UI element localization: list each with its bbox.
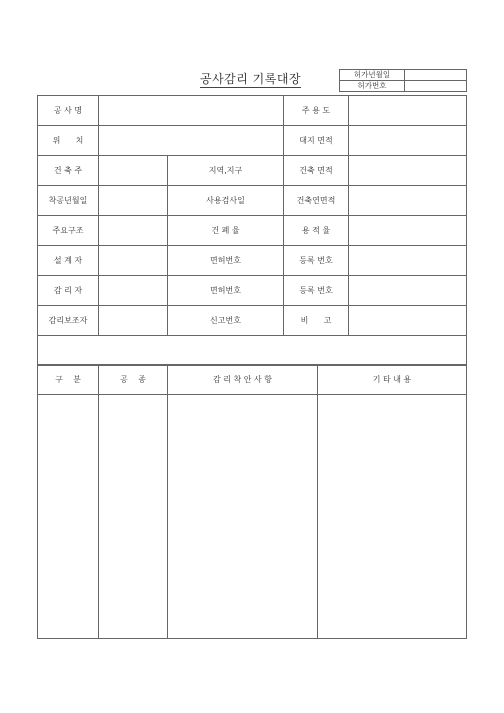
- value-remarks[interactable]: [349, 306, 467, 336]
- label-report-number: 신고번호: [168, 306, 284, 336]
- cell-category[interactable]: [38, 395, 99, 639]
- project-info-table: [37, 95, 467, 366]
- value-floor-area-ratio[interactable]: [349, 216, 467, 246]
- table-row: [38, 395, 467, 639]
- cell-work-type[interactable]: [99, 395, 168, 639]
- label-designer-registration: 등록 번호: [284, 246, 349, 276]
- value-owner[interactable]: [99, 156, 168, 186]
- label-building-area: 건축 면적: [284, 156, 349, 186]
- value-designer[interactable]: [99, 246, 168, 276]
- blank-row[interactable]: [38, 336, 467, 366]
- label-owner: 건 축 주: [38, 156, 99, 186]
- value-main-use[interactable]: [349, 96, 467, 126]
- permit-info-table: [339, 69, 467, 92]
- label-floor-area-ratio: 용 적 율: [284, 216, 349, 246]
- value-project-name[interactable]: [99, 96, 284, 126]
- header-work-type: 공 종: [99, 365, 168, 395]
- value-designer-registration[interactable]: [349, 246, 467, 276]
- permit-number-value[interactable]: [405, 81, 467, 92]
- table-row: [38, 96, 467, 126]
- label-designer: 설 계 자: [38, 246, 99, 276]
- label-supervisor: 감 리 자: [38, 276, 99, 306]
- header-inspection-points: 감 리 착 안 사 항: [168, 365, 318, 395]
- inspection-log-table: [37, 364, 467, 639]
- value-supervisor-registration[interactable]: [349, 276, 467, 306]
- permit-date-label: 허가년월일: [340, 70, 405, 81]
- label-supervisor-license: 면허번호: [168, 276, 284, 306]
- value-assistant-supervisor[interactable]: [99, 306, 168, 336]
- header-other-notes: 기 타 내 용: [318, 365, 467, 395]
- table-row: [38, 365, 467, 395]
- table-row: [38, 306, 467, 336]
- label-coverage-ratio: 건 폐 율: [168, 216, 284, 246]
- table-row: [38, 126, 467, 156]
- value-main-structure[interactable]: [99, 216, 168, 246]
- table-row: [38, 156, 467, 186]
- label-main-structure: 주요구조: [38, 216, 99, 246]
- label-zone: 지역,지구: [168, 156, 284, 186]
- header-category: 구 분: [38, 365, 99, 395]
- label-location: 위 치: [38, 126, 99, 156]
- table-row: [38, 216, 467, 246]
- label-assistant-supervisor: 감리보조자: [38, 306, 99, 336]
- table-row: [38, 336, 467, 366]
- label-inspection-date: 사용검사일: [168, 186, 284, 216]
- label-designer-license: 면허번호: [168, 246, 284, 276]
- permit-number-label: 허가번호: [340, 81, 405, 92]
- permit-date-value[interactable]: [405, 70, 467, 81]
- label-start-date: 착공년월일: [38, 186, 99, 216]
- label-total-floor-area: 건축연면적: [284, 186, 349, 216]
- table-row: [38, 246, 467, 276]
- value-building-area[interactable]: [349, 156, 467, 186]
- value-total-floor-area[interactable]: [349, 186, 467, 216]
- cell-inspection-points[interactable]: [168, 395, 318, 639]
- label-site-area: 대지 면적: [284, 126, 349, 156]
- value-location[interactable]: [99, 126, 284, 156]
- cell-other-notes[interactable]: [318, 395, 467, 639]
- label-main-use: 주 용 도: [284, 96, 349, 126]
- label-remarks: 비 고: [284, 306, 349, 336]
- value-supervisor[interactable]: [99, 276, 168, 306]
- document-title: 공사감리 기록대장: [200, 72, 302, 86]
- label-project-name: 공 사 명: [38, 96, 99, 126]
- value-start-date[interactable]: [99, 186, 168, 216]
- value-site-area[interactable]: [349, 126, 467, 156]
- label-supervisor-registration: 등록 번호: [284, 276, 349, 306]
- table-row: [38, 186, 467, 216]
- table-row: [38, 276, 467, 306]
